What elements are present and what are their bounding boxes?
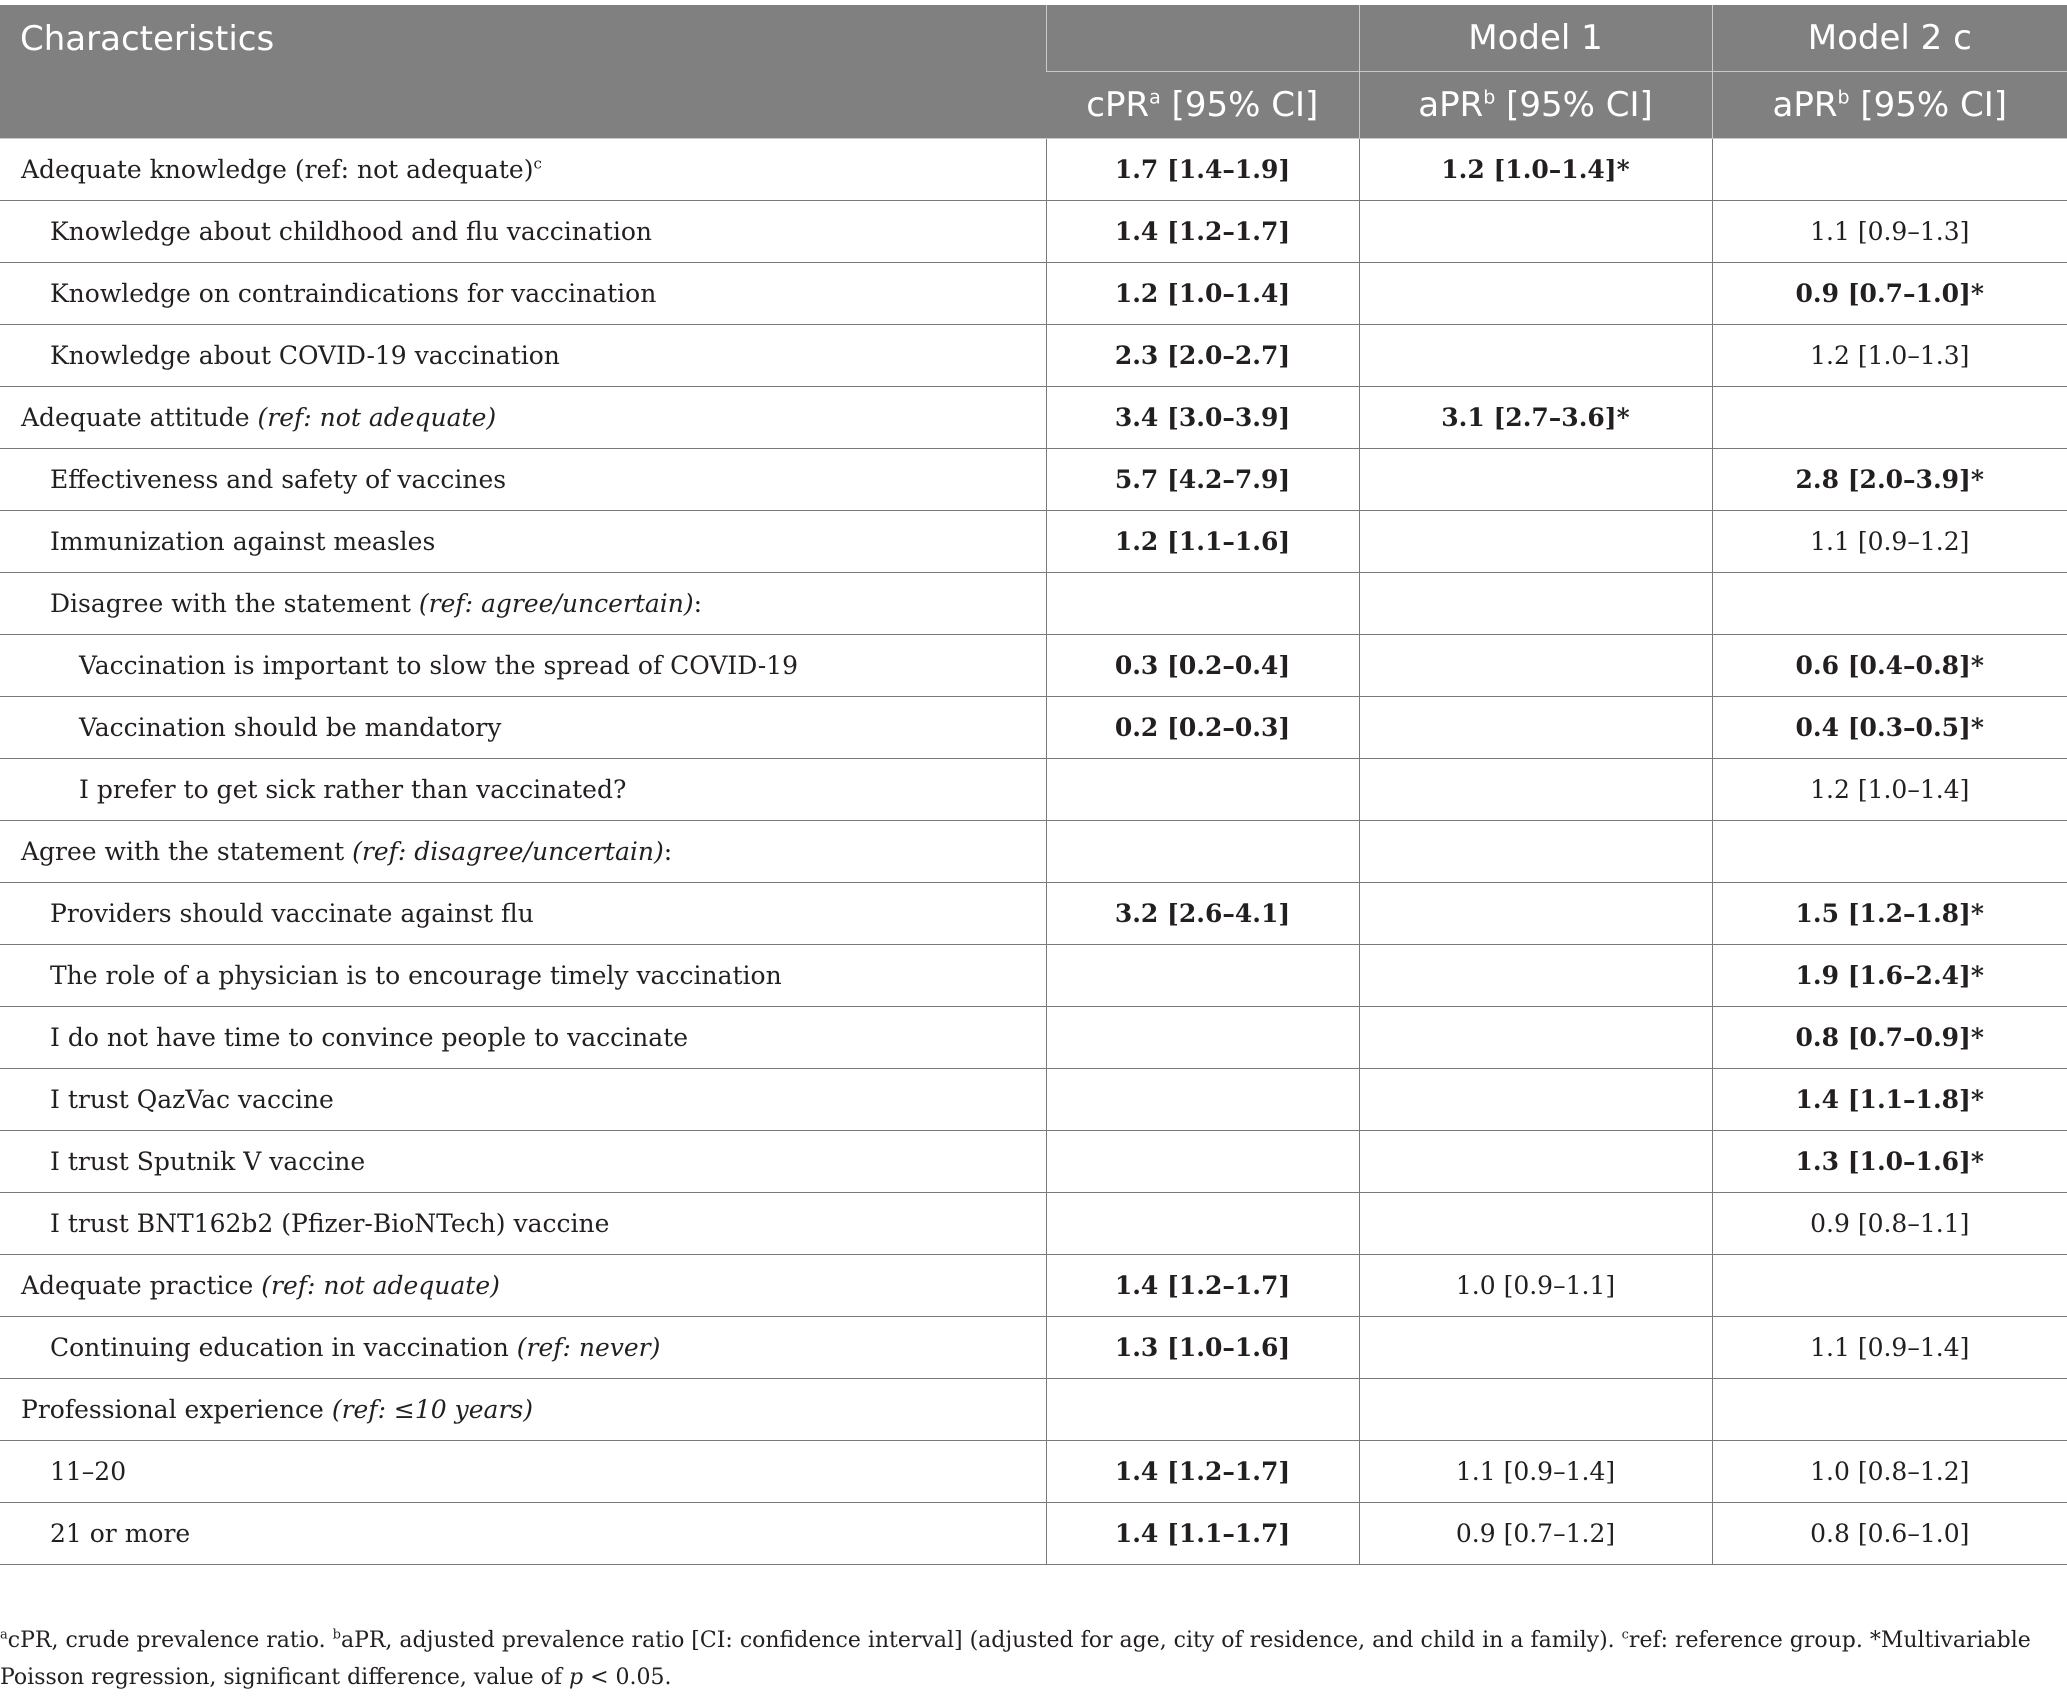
header-apr-model-1: aPR$^b$ [95% CI] [1359,72,1712,139]
cell-model-2: 1.2 [1.0–1.3] [1712,325,2067,387]
row-characteristic: Knowledge about childhood and flu vaccination [0,201,1046,263]
row-characteristic: 21 or more [0,1503,1046,1565]
table-row [0,1503,2067,1565]
header-model-1: Model 1 [1359,5,1712,72]
cell-model-2 [1712,821,2067,883]
cell-model-1 [1359,511,1712,573]
row-characteristic: Adequate attitude (ref: not adequate) [0,387,1046,449]
cell-cpr: 1.2 [1.0–1.4] [1046,263,1359,325]
cell-cpr [1046,759,1359,821]
row-characteristic: Adequate practice (ref: not adequate) [0,1255,1046,1317]
cell-model-1 [1359,263,1712,325]
header-model-2: Model 2 c [1712,5,2067,72]
table-row [0,325,2067,387]
cell-cpr: 5.7 [4.2–7.9] [1046,449,1359,511]
cell-cpr: 1.4 [1.2–1.7] [1046,1255,1359,1317]
table-row [0,945,2067,1007]
cell-model-1 [1359,697,1712,759]
table-row [0,759,2067,821]
table-row [0,1069,2067,1131]
cell-model-2: 0.6 [0.4–0.8]* [1712,635,2067,697]
cell-cpr [1046,1007,1359,1069]
cell-model-2: 1.1 [0.9–1.3] [1712,201,2067,263]
cell-model-2 [1712,1379,2067,1441]
table-body [0,139,2067,1565]
cell-model-2: 0.4 [0.3–0.5]* [1712,697,2067,759]
cell-model-1 [1359,945,1712,1007]
table-row [0,1441,2067,1503]
row-characteristic: Effectiveness and safety of vaccines [0,449,1046,511]
cell-cpr: 0.2 [0.2–0.3] [1046,697,1359,759]
cell-model-1 [1359,821,1712,883]
row-characteristic: 11–20 [0,1441,1046,1503]
table-row [0,387,2067,449]
table-row [0,1007,2067,1069]
cell-model-2: 1.5 [1.2–1.8]* [1712,883,2067,945]
cell-model-1 [1359,201,1712,263]
table-row [0,263,2067,325]
cell-model-2: 1.4 [1.1–1.8]* [1712,1069,2067,1131]
header-row-1 [0,5,2067,72]
row-characteristic: I prefer to get sick rather than vaccinated? [0,759,1046,821]
cell-model-1: 1.0 [0.9–1.1] [1359,1255,1712,1317]
table-row [0,1255,2067,1317]
row-characteristic: Disagree with the statement (ref: agree/uncertain): [0,573,1046,635]
cell-model-2: 1.3 [1.0–1.6]* [1712,1131,2067,1193]
cell-model-1 [1359,449,1712,511]
row-characteristic: Vaccination should be mandatory [0,697,1046,759]
row-characteristic: I do not have time to convince people to vaccinate [0,1007,1046,1069]
cell-model-2: 1.1 [0.9–1.2] [1712,511,2067,573]
cell-cpr [1046,573,1359,635]
table-row [0,1131,2067,1193]
cell-cpr: 2.3 [2.0–2.7] [1046,325,1359,387]
table-row [0,449,2067,511]
table-row [0,573,2067,635]
cell-model-1: 3.1 [2.7–3.6]* [1359,387,1712,449]
cell-cpr [1046,1069,1359,1131]
cell-cpr [1046,1379,1359,1441]
cell-model-2 [1712,387,2067,449]
cell-model-1 [1359,1193,1712,1255]
cell-model-2: 0.9 [0.7–1.0]* [1712,263,2067,325]
row-characteristic: I trust BNT162b2 (Pfizer-BioNTech) vaccine [0,1193,1046,1255]
row-characteristic: Knowledge about COVID-19 vaccination [0,325,1046,387]
row-characteristic: Adequate knowledge (ref: not adequate)$^c$ [0,139,1046,201]
cell-model-2: 1.1 [0.9–1.4] [1712,1317,2067,1379]
table-row [0,1317,2067,1379]
cell-cpr: 1.4 [1.2–1.7] [1046,201,1359,263]
cell-model-2: 1.2 [1.0–1.4] [1712,759,2067,821]
header-characteristics: Characteristics [0,5,1046,139]
cell-cpr: 0.3 [0.2–0.4] [1046,635,1359,697]
cell-model-2: 2.8 [2.0–3.9]* [1712,449,2067,511]
cell-model-1 [1359,573,1712,635]
cell-model-1 [1359,1131,1712,1193]
row-characteristic: The role of a physician is to encourage timely vaccination [0,945,1046,1007]
cell-cpr: 1.4 [1.1–1.7] [1046,1503,1359,1565]
cell-model-1: 1.2 [1.0–1.4]* [1359,139,1712,201]
cell-model-1 [1359,635,1712,697]
cell-cpr [1046,945,1359,1007]
cell-model-1: 1.1 [0.9–1.4] [1359,1441,1712,1503]
cell-model-1: 0.9 [0.7–1.2] [1359,1503,1712,1565]
row-characteristic: Knowledge on contraindications for vaccination [0,263,1046,325]
cell-model-2 [1712,139,2067,201]
table-row [0,1193,2067,1255]
cell-model-2: 1.9 [1.6–2.4]* [1712,945,2067,1007]
table-row [0,511,2067,573]
row-characteristic: Providers should vaccinate against flu [0,883,1046,945]
table-row [0,635,2067,697]
cell-cpr: 1.2 [1.1–1.6] [1046,511,1359,573]
cell-model-2: 1.0 [0.8–1.2] [1712,1441,2067,1503]
row-characteristic: Vaccination is important to slow the spread of COVID-19 [0,635,1046,697]
row-characteristic: I trust QazVac vaccine [0,1069,1046,1131]
table-row [0,139,2067,201]
cell-model-1 [1359,759,1712,821]
table-row [0,821,2067,883]
cell-model-2: 0.9 [0.8–1.1] [1712,1193,2067,1255]
cell-model-1 [1359,1007,1712,1069]
cell-cpr [1046,821,1359,883]
results-table [0,5,2067,1565]
cell-model-1 [1359,883,1712,945]
table-footnote: $^a$cPR, crude prevalence ratio. $^b$aPR, adjusted prevalence ratio [CI: confidence interval] (adjusted for age, city of residence, and child in a family). $^c$ref: reference group. *Multivariable Poisson regression, significant difference, value of p < 0.05. [0,1627,2031,1690]
cell-cpr: 1.4 [1.2–1.7] [1046,1441,1359,1503]
row-characteristic: Immunization against measles [0,511,1046,573]
table-row [0,883,2067,945]
cell-model-2: 0.8 [0.7–0.9]* [1712,1007,2067,1069]
header-empty [1046,5,1359,72]
cell-cpr [1046,1193,1359,1255]
cell-model-1 [1359,1069,1712,1131]
header-apr-model-2: aPR$^b$ [95% CI] [1712,72,2067,139]
header-cpr: cPR$^a$ [95% CI] [1046,72,1359,139]
cell-model-2 [1712,573,2067,635]
cell-model-1 [1359,1379,1712,1441]
cell-model-2 [1712,1255,2067,1317]
row-characteristic: Professional experience (ref: ≤10 years) [0,1379,1046,1441]
row-characteristic: Continuing education in vaccination (ref: never) [0,1317,1046,1379]
row-characteristic: Agree with the statement (ref: disagree/uncertain): [0,821,1046,883]
cell-cpr [1046,1131,1359,1193]
cell-cpr: 3.4 [3.0–3.9] [1046,387,1359,449]
cell-model-1 [1359,1317,1712,1379]
table-row [0,697,2067,759]
row-characteristic: I trust Sputnik V vaccine [0,1131,1046,1193]
table-row [0,1379,2067,1441]
cell-cpr: 3.2 [2.6–4.1] [1046,883,1359,945]
cell-model-1 [1359,325,1712,387]
cell-model-2: 0.8 [0.6–1.0] [1712,1503,2067,1565]
cell-cpr: 1.7 [1.4–1.9] [1046,139,1359,201]
table-row [0,201,2067,263]
cell-cpr: 1.3 [1.0–1.6] [1046,1317,1359,1379]
